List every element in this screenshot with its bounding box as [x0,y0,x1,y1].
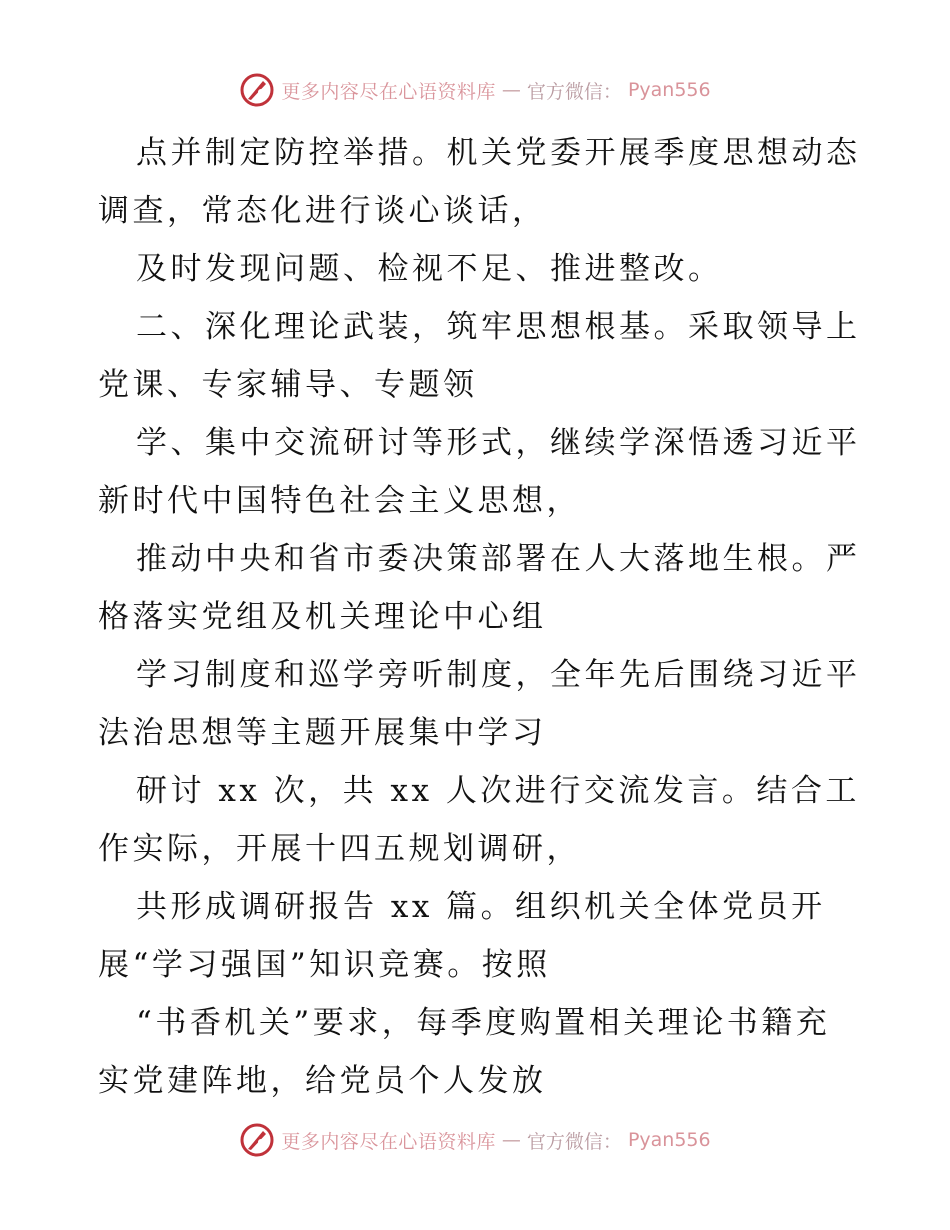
text-line: “书香机关”要求，每季度购置相关理论书籍充 [136,1005,831,1041]
header-watermark [0,70,950,110]
text-line: 格落实党组及机关理论中心组 [98,599,547,635]
watermark-dash: — [501,1129,521,1151]
text-line: 推动中央和省市委决策部署在人大落地生根。严 [136,541,861,577]
text-line: 学习制度和巡学旁听制度，全年先后围绕习近平 [136,657,861,693]
watermark-contact-id: Pyan556 [627,79,711,101]
document-body [98,124,861,1110]
watermark-dash: — [501,79,521,101]
text-line: 及时发现问题、检视不足、推进整改。 [136,251,723,287]
footer-watermark [0,1120,950,1160]
text-line: 点并制定防控举措。机关党委开展季度思想动态 [136,135,861,171]
text-line: 共形成调研报告 xx 篇。组织机关全体党员开 [136,889,826,925]
text-line: 党课、专家辅导、专题领 [98,367,478,403]
text-line: 法治思想等主题开展集中学习 [98,715,547,751]
text-line: 新时代中国特色社会主义思想， [98,483,581,519]
quill-logo-icon [239,1122,275,1158]
watermark-contact-id: Pyan556 [627,1129,711,1151]
text-line: 学、集中交流研讨等形式，继续学深悟透习近平 [136,425,861,461]
quill-logo-icon [239,72,275,108]
text-line: 调查，常态化进行谈心谈话， [98,193,547,229]
watermark-contact-label: 官方微信： [526,80,622,103]
watermark-main-text: 更多内容尽在心语资料库 [281,1130,496,1153]
text-line: 实党建阵地，给党员个人发放 [98,1063,547,1099]
text-line: 二、深化理论武装，筑牢思想根基。采取领导上 [136,309,861,345]
text-line: 研讨 xx 次，共 xx 人次进行交流发言。结合工 [136,773,860,809]
text-line: 作实际，开展十四五规划调研， [98,831,581,867]
watermark-contact-label: 官方微信： [526,1130,622,1153]
watermark-main-text: 更多内容尽在心语资料库 [281,80,496,103]
text-line: 展“学习强国”知识竞赛。按照 [98,947,551,983]
